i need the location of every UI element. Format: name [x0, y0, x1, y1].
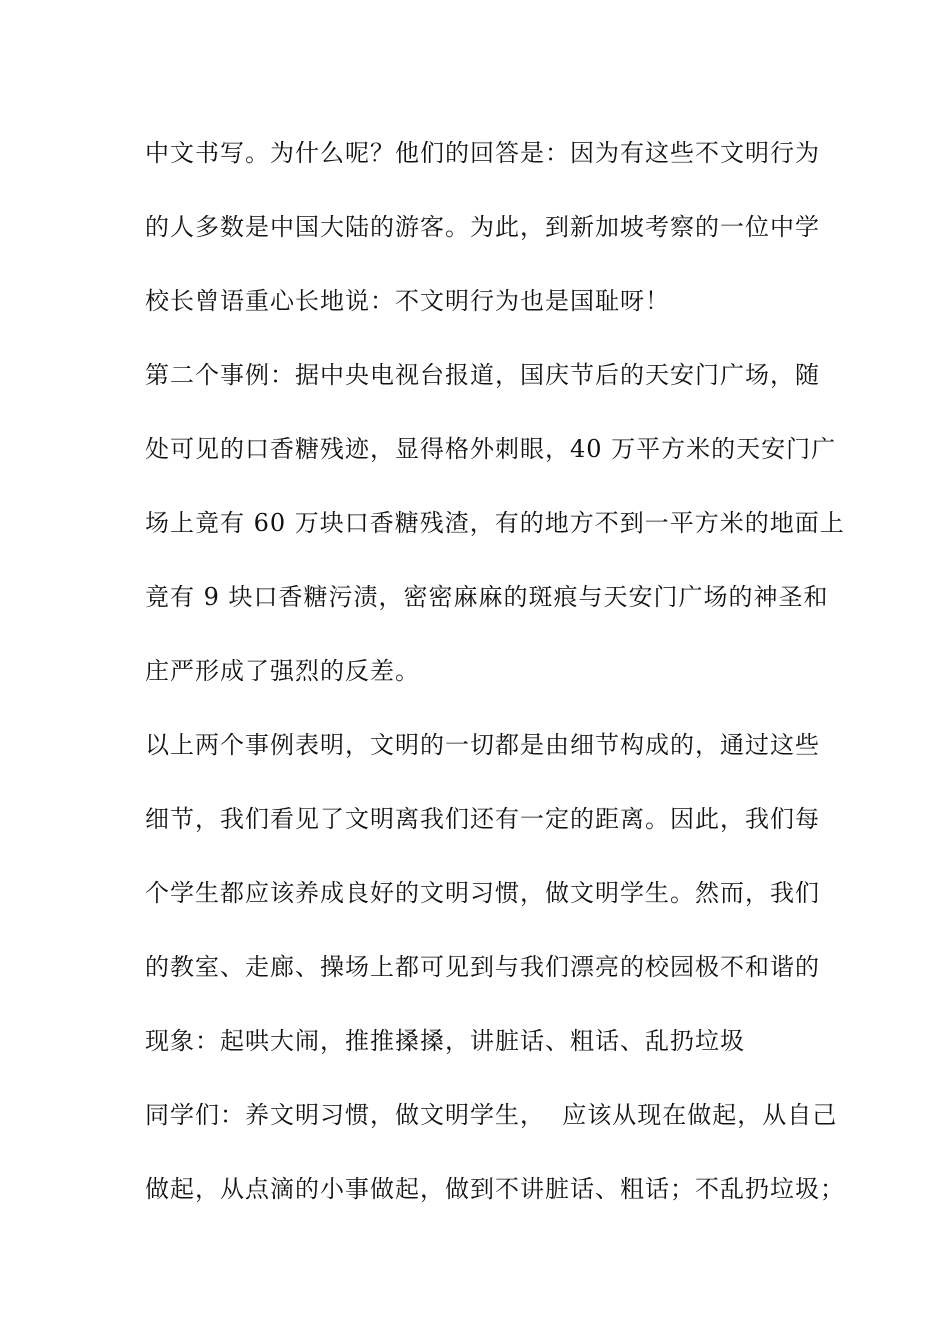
text-line: 庄严形成了强烈的反差。 — [145, 657, 420, 685]
text-line: 做起，从点滴的小事做起，做到不讲脏话、粗话；不乱扔垃圾； — [145, 1175, 845, 1203]
text-line: 以上两个事例表明，文明的一切都是由细节构成的，通过这些 — [145, 731, 820, 759]
text-line: 的人多数是中国大陆的游客。为此，到新加坡考察的一位中学 — [145, 213, 820, 241]
text-line: 处可见的口香糖残迹，显得格外刺眼，40 万平方米的天安门广 — [145, 435, 837, 463]
text-line: 细节，我们看见了文明离我们还有一定的距离。因此，我们每 — [145, 805, 820, 833]
text-line: 场上竟有 60 万块口香糖残渣，有的地方不到一平方米的地面上 — [145, 509, 845, 537]
text-line: 的教室、走廊、操场上都可见到与我们漂亮的校园极不和谐的 — [145, 953, 820, 981]
text-line: 第二个事例：据中央电视台报道，国庆节后的天安门广场，随 — [145, 361, 820, 389]
body-text — [145, 128, 845, 1238]
text-line: 中文书写。为什么呢？他们的回答是：因为有这些不文明行为 — [145, 139, 820, 167]
text-line: 个学生都应该养成良好的文明习惯，做文明学生。然而，我们 — [145, 879, 820, 907]
text-line: 校长曾语重心长地说：不文明行为也是国耻呀！ — [145, 287, 670, 315]
text-line: 现象：起哄大闹，推推搡搡，讲脏话、粗话、乱扔垃圾 — [145, 1027, 745, 1055]
text-line: 同学们：养文明习惯，做文明学生， 应该从现在做起，从自己 — [145, 1101, 838, 1129]
text-line: 竟有 9 块口香糖污渍，密密麻麻的斑痕与天安门广场的神圣和 — [145, 583, 829, 611]
